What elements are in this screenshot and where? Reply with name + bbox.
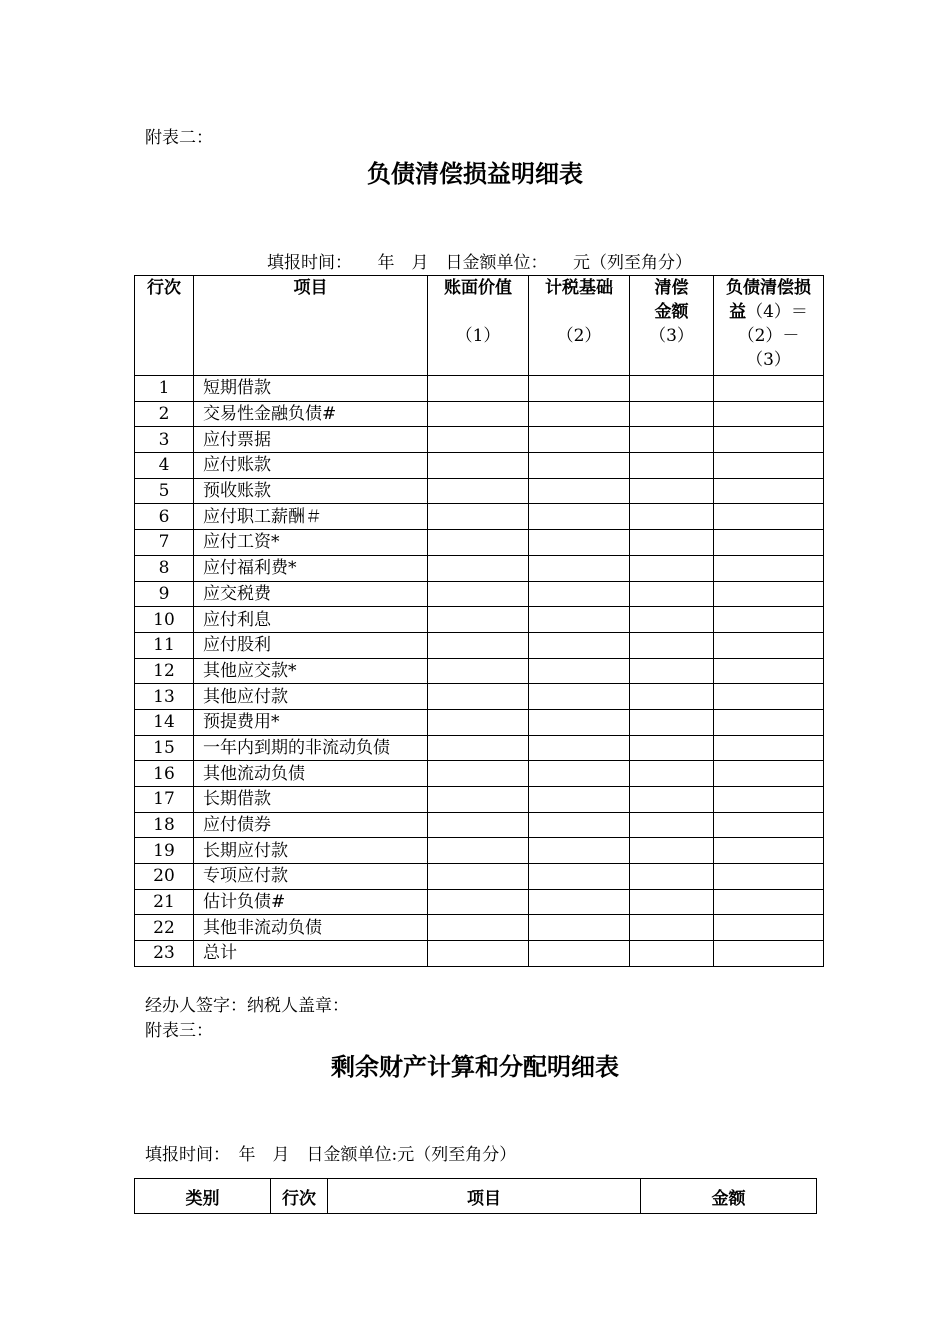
item-name-cell: 应交税费 (194, 581, 428, 607)
row-number-cell: 13 (135, 684, 194, 710)
table-header-row (135, 276, 824, 376)
settle-amount-cell (630, 889, 714, 915)
settle-amount-cell (630, 632, 714, 658)
table-row (135, 478, 824, 504)
table-row (135, 632, 824, 658)
gain-loss-cell (714, 812, 824, 838)
gain-loss-cell (714, 555, 824, 581)
book-value-cell (428, 581, 529, 607)
book-value-cell (428, 941, 529, 967)
row-number-cell: 10 (135, 607, 194, 633)
signature-line: 经办人签字：纳税人盖章： (145, 996, 349, 1016)
item-name-cell: 其他非流动负债 (194, 915, 428, 941)
header-item: 项目 (194, 276, 428, 376)
tax-basis-cell (529, 504, 630, 530)
settle-amount-cell (630, 427, 714, 453)
gain-loss-cell (714, 530, 824, 556)
gain-loss-cell (714, 941, 824, 967)
settle-amount-cell (630, 607, 714, 633)
table-header-row (135, 1179, 817, 1214)
row-number-cell: 19 (135, 838, 194, 864)
tax-basis-cell (529, 632, 630, 658)
gain-loss-cell (714, 401, 824, 427)
item-name-cell: 长期借款 (194, 787, 428, 813)
settle-amount-cell (630, 376, 714, 402)
row-number-cell: 15 (135, 735, 194, 761)
tax-basis-cell (529, 658, 630, 684)
settle-amount-cell (630, 530, 714, 556)
book-value-cell (428, 838, 529, 864)
item-name-cell: 预收账款 (194, 478, 428, 504)
item-name-cell: 总计 (194, 941, 428, 967)
gain-loss-cell (714, 915, 824, 941)
table-row (135, 658, 824, 684)
book-value-cell (428, 401, 529, 427)
settle-amount-cell (630, 504, 714, 530)
book-value-cell (428, 427, 529, 453)
item-name-cell: 应付股利 (194, 632, 428, 658)
table-row (135, 812, 824, 838)
table-row (135, 709, 824, 735)
book-value-cell (428, 915, 529, 941)
gain-loss-cell (714, 684, 824, 710)
table-row (135, 607, 824, 633)
book-value-cell (428, 607, 529, 633)
gain-loss-cell (714, 889, 824, 915)
row-number-cell: 11 (135, 632, 194, 658)
header-gain-loss: 负债清偿损益（4）＝（2）－（3） (714, 276, 824, 376)
table-row (135, 915, 824, 941)
header-row-no: 行次 (271, 1179, 328, 1214)
appendix-2-fill-line: 填报时间： 年 月 日金额单位： 元（列至角分） (267, 253, 692, 273)
item-name-cell: 估计负债# (194, 889, 428, 915)
appendix-3-title: 剩余财产计算和分配明细表 (331, 1053, 619, 1081)
tax-basis-cell (529, 735, 630, 761)
settle-amount-cell (630, 735, 714, 761)
header-book-value: 账面价值 （1） (428, 276, 529, 376)
settle-amount-cell (630, 761, 714, 787)
gain-loss-cell (714, 864, 824, 890)
settle-amount-cell (630, 915, 714, 941)
tax-basis-cell (529, 684, 630, 710)
tax-basis-cell (529, 838, 630, 864)
table-row (135, 889, 824, 915)
table-row (135, 684, 824, 710)
row-number-cell: 12 (135, 658, 194, 684)
tax-basis-cell (529, 915, 630, 941)
gain-loss-cell (714, 658, 824, 684)
item-name-cell: 一年内到期的非流动负债 (194, 735, 428, 761)
gain-loss-cell (714, 709, 824, 735)
item-name-cell: 其他应交款* (194, 658, 428, 684)
settle-amount-cell (630, 401, 714, 427)
tax-basis-cell (529, 761, 630, 787)
header-amount: 金额 (641, 1179, 817, 1214)
row-number-cell: 4 (135, 453, 194, 479)
gain-loss-cell (714, 787, 824, 813)
settle-amount-cell (630, 812, 714, 838)
row-number-cell: 6 (135, 504, 194, 530)
book-value-cell (428, 812, 529, 838)
header-item: 项目 (328, 1179, 641, 1214)
settle-amount-cell (630, 838, 714, 864)
settle-amount-cell (630, 555, 714, 581)
item-name-cell: 应付福利费* (194, 555, 428, 581)
tax-basis-cell (529, 941, 630, 967)
gain-loss-cell (714, 838, 824, 864)
row-number-cell: 7 (135, 530, 194, 556)
book-value-cell (428, 632, 529, 658)
tax-basis-cell (529, 376, 630, 402)
item-name-cell: 其他应付款 (194, 684, 428, 710)
book-value-cell (428, 478, 529, 504)
book-value-cell (428, 735, 529, 761)
tax-basis-cell (529, 427, 630, 453)
settle-amount-cell (630, 941, 714, 967)
tax-basis-cell (529, 478, 630, 504)
item-name-cell: 长期应付款 (194, 838, 428, 864)
residual-property-table (134, 1178, 817, 1214)
tax-basis-cell (529, 787, 630, 813)
table-row (135, 453, 824, 479)
book-value-cell (428, 864, 529, 890)
table-row (135, 530, 824, 556)
gain-loss-cell (714, 761, 824, 787)
book-value-cell (428, 658, 529, 684)
item-name-cell: 应付工资* (194, 530, 428, 556)
gain-loss-cell (714, 735, 824, 761)
header-tax-basis: 计税基础 （2） (529, 276, 630, 376)
book-value-cell (428, 889, 529, 915)
gain-loss-cell (714, 504, 824, 530)
table-row (135, 787, 824, 813)
book-value-cell (428, 530, 529, 556)
tax-basis-cell (529, 555, 630, 581)
book-value-cell (428, 761, 529, 787)
tax-basis-cell (529, 812, 630, 838)
row-number-cell: 17 (135, 787, 194, 813)
settle-amount-cell (630, 787, 714, 813)
row-number-cell: 2 (135, 401, 194, 427)
table-row (135, 864, 824, 890)
item-name-cell: 应付利息 (194, 607, 428, 633)
item-name-cell: 专项应付款 (194, 864, 428, 890)
settle-amount-cell (630, 453, 714, 479)
item-name-cell: 交易性金融负债# (194, 401, 428, 427)
row-number-cell: 5 (135, 478, 194, 504)
appendix-3-fill-line: 填报时间： 年 月 日金额单位:元（列至角分） (145, 1145, 517, 1165)
row-number-cell: 20 (135, 864, 194, 890)
row-number-cell: 1 (135, 376, 194, 402)
tax-basis-cell (529, 401, 630, 427)
row-number-cell: 14 (135, 709, 194, 735)
book-value-cell (428, 453, 529, 479)
table-row (135, 504, 824, 530)
row-number-cell: 21 (135, 889, 194, 915)
book-value-cell (428, 787, 529, 813)
table-row (135, 401, 824, 427)
gain-loss-cell (714, 453, 824, 479)
settle-amount-cell (630, 864, 714, 890)
gain-loss-cell (714, 581, 824, 607)
item-name-cell: 预提费用* (194, 709, 428, 735)
row-number-cell: 3 (135, 427, 194, 453)
row-number-cell: 8 (135, 555, 194, 581)
tax-basis-cell (529, 581, 630, 607)
table-row (135, 761, 824, 787)
book-value-cell (428, 376, 529, 402)
gain-loss-cell (714, 427, 824, 453)
table-row (135, 427, 824, 453)
tax-basis-cell (529, 453, 630, 479)
gain-loss-cell (714, 607, 824, 633)
book-value-cell (428, 684, 529, 710)
row-number-cell: 9 (135, 581, 194, 607)
item-name-cell: 其他流动负债 (194, 761, 428, 787)
row-number-cell: 18 (135, 812, 194, 838)
item-name-cell: 应付账款 (194, 453, 428, 479)
tax-basis-cell (529, 607, 630, 633)
tax-basis-cell (529, 530, 630, 556)
book-value-cell (428, 555, 529, 581)
tax-basis-cell (529, 864, 630, 890)
appendix-2-label: 附表二： (145, 128, 213, 148)
table-row (135, 941, 824, 967)
row-number-cell: 16 (135, 761, 194, 787)
header-settle-amount: 清偿金额 （3） (630, 276, 714, 376)
gain-loss-cell (714, 478, 824, 504)
item-name-cell: 短期借款 (194, 376, 428, 402)
gain-loss-cell (714, 632, 824, 658)
gain-loss-cell (714, 376, 824, 402)
item-name-cell: 应付职工薪酬＃ (194, 504, 428, 530)
book-value-cell (428, 709, 529, 735)
settle-amount-cell (630, 709, 714, 735)
header-row-no: 行次 (135, 276, 194, 376)
settle-amount-cell (630, 684, 714, 710)
appendix-3-label: 附表三： (145, 1021, 213, 1041)
item-name-cell: 应付债券 (194, 812, 428, 838)
appendix-2-title: 负债清偿损益明细表 (367, 160, 583, 188)
header-category: 类别 (135, 1179, 271, 1214)
tax-basis-cell (529, 889, 630, 915)
settle-amount-cell (630, 478, 714, 504)
settle-amount-cell (630, 658, 714, 684)
tax-basis-cell (529, 709, 630, 735)
row-number-cell: 23 (135, 941, 194, 967)
row-number-cell: 22 (135, 915, 194, 941)
table-row (135, 838, 824, 864)
item-name-cell: 应付票据 (194, 427, 428, 453)
settle-amount-cell (630, 581, 714, 607)
table-row (135, 555, 824, 581)
table-row (135, 735, 824, 761)
table-row (135, 581, 824, 607)
liability-settlement-table (134, 275, 824, 967)
table-row (135, 376, 824, 402)
book-value-cell (428, 504, 529, 530)
